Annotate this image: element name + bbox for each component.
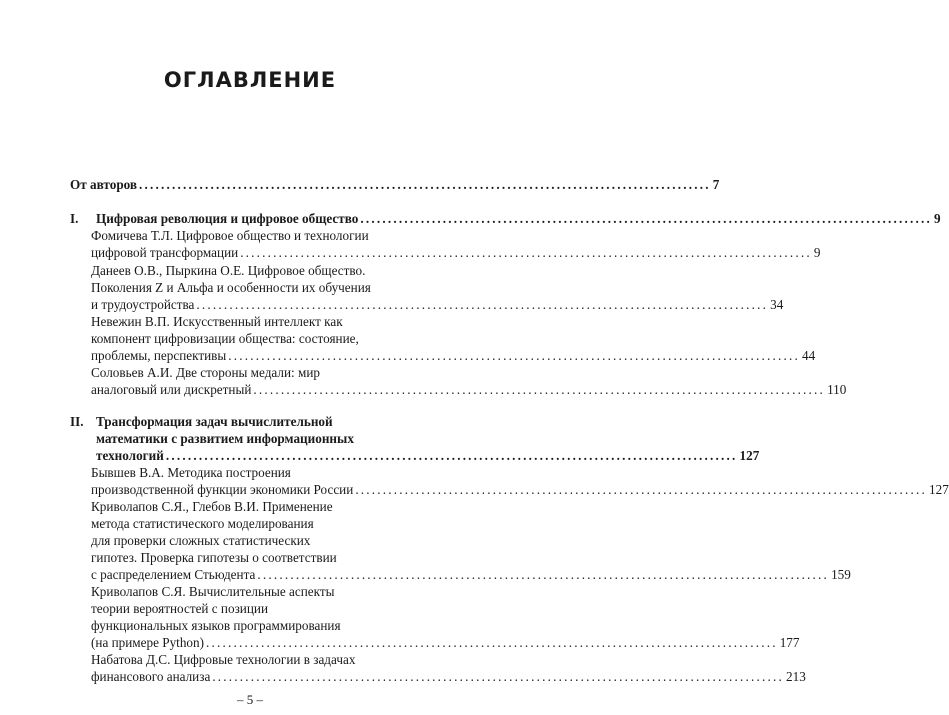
toc-entry-line: для проверки сложных статистических xyxy=(91,533,311,548)
toc-page-number: 159 xyxy=(831,567,851,582)
toc-entry-line: Данеев О.В., Пыркина О.Е. Цифровое общество. xyxy=(91,263,366,278)
section-title-line: математики с развитием информационных xyxy=(96,431,354,446)
toc-entry[interactable]: проблемы, перспективы ........................................................................................................ 44 xyxy=(91,348,816,363)
toc-entry[interactable]: и трудоустройства ........................................................................................................ 34 xyxy=(91,297,784,312)
toc-entry[interactable]: цифровой трансформации ........................................................................................................ 9 xyxy=(91,245,821,260)
toc-page-number: 127 xyxy=(929,482,949,497)
leader-dots: ........................................................................................................ xyxy=(240,245,812,260)
toc-section-1[interactable] xyxy=(96,210,941,228)
toc-entry[interactable]: финансового анализа ........................................................................................................ 213 xyxy=(91,669,806,684)
leader-dots: ........................................................................................................ xyxy=(355,482,927,497)
toc-page-number: 9 xyxy=(813,245,821,260)
toc-page-number: 110 xyxy=(827,382,847,397)
leader-dots: ........................................................................................................ xyxy=(228,348,800,363)
leader-dots: ........................................................................................................ xyxy=(253,382,826,397)
toc-page-number: 213 xyxy=(786,669,806,684)
toc-page-number: 7 xyxy=(712,177,720,192)
toc-entry-line: компонент цифровизации общества: состояние, xyxy=(91,331,359,346)
leader-dots: ........................................................................................................ xyxy=(165,448,738,463)
toc-entry-line: Бывшев В.А. Методика построения xyxy=(91,465,291,480)
toc-entry[interactable]: аналоговый или дискретный ........................................................................................................ 110 xyxy=(91,382,847,397)
toc-entry[interactable]: с распределением Стьюдента ........................................................................................................ 159 xyxy=(91,567,851,582)
toc-page-number: 34 xyxy=(770,297,784,312)
section-title-line: Трансформация задач вычислительной xyxy=(96,414,333,429)
toc-entry-line: метода статистического моделирования xyxy=(91,516,314,531)
toc-page-number: 44 xyxy=(801,348,816,363)
toc-entry-line: Набатова Д.С. Цифровые технологии в задачах xyxy=(91,652,356,667)
toc-entry-line: Фомичева Т.Л. Цифровое общество и технологии xyxy=(91,228,369,243)
leader-dots: ........................................................................................................ xyxy=(196,297,769,312)
section-title: технологий xyxy=(96,448,164,463)
toc-entry[interactable]: производственной функции экономики России ........................................................................................................ 127 xyxy=(91,482,949,497)
leader-dots: ........................................................................................................ xyxy=(212,669,784,684)
page-title: ОГЛАВЛЕНИЕ xyxy=(163,68,337,92)
toc-page-number: 9 xyxy=(934,211,941,226)
toc-entry-authors[interactable] xyxy=(70,176,720,194)
leader-dots: ........................................................................................................ xyxy=(206,635,778,650)
page-number-footer: – 5 – xyxy=(237,692,263,707)
toc-page-number: 177 xyxy=(779,635,800,650)
toc-entry-line: Соловьев А.И. Две стороны медали: мир xyxy=(91,365,320,380)
toc-section-2[interactable] xyxy=(96,447,760,465)
section-number: I. xyxy=(70,211,79,226)
toc-entry-line: теории вероятностей с позиции xyxy=(91,601,269,616)
toc-page-number: 127 xyxy=(739,448,760,463)
toc-entry-line: функциональных языков программирования xyxy=(91,618,341,633)
section-number: II. xyxy=(70,414,84,429)
toc-entry-title: От авторов xyxy=(70,177,138,192)
section-title: Цифровая революция и цифровое общество xyxy=(96,211,359,226)
toc-entry-line: Поколения Z и Альфа и особенности их обучения xyxy=(91,280,371,295)
toc-entry-line: Криволапов С.Я., Глебов В.И. Применение xyxy=(91,499,333,514)
toc-entry-line: Криволапов С.Я. Вычислительные аспекты xyxy=(91,584,335,599)
leader-dots: ........................................................................................................ xyxy=(257,567,830,582)
toc-entry[interactable]: (на примере Python) ........................................................................................................ 177 xyxy=(91,635,800,650)
leader-dots: ........................................................................................................ xyxy=(360,211,933,226)
toc-entry-line: Невежин В.П. Искусственный интеллект как xyxy=(91,314,343,329)
toc-entry-line: гипотез. Проверка гипотезы о соответствии xyxy=(91,550,337,565)
leader-dots: ........................................................................................................ xyxy=(139,177,711,192)
